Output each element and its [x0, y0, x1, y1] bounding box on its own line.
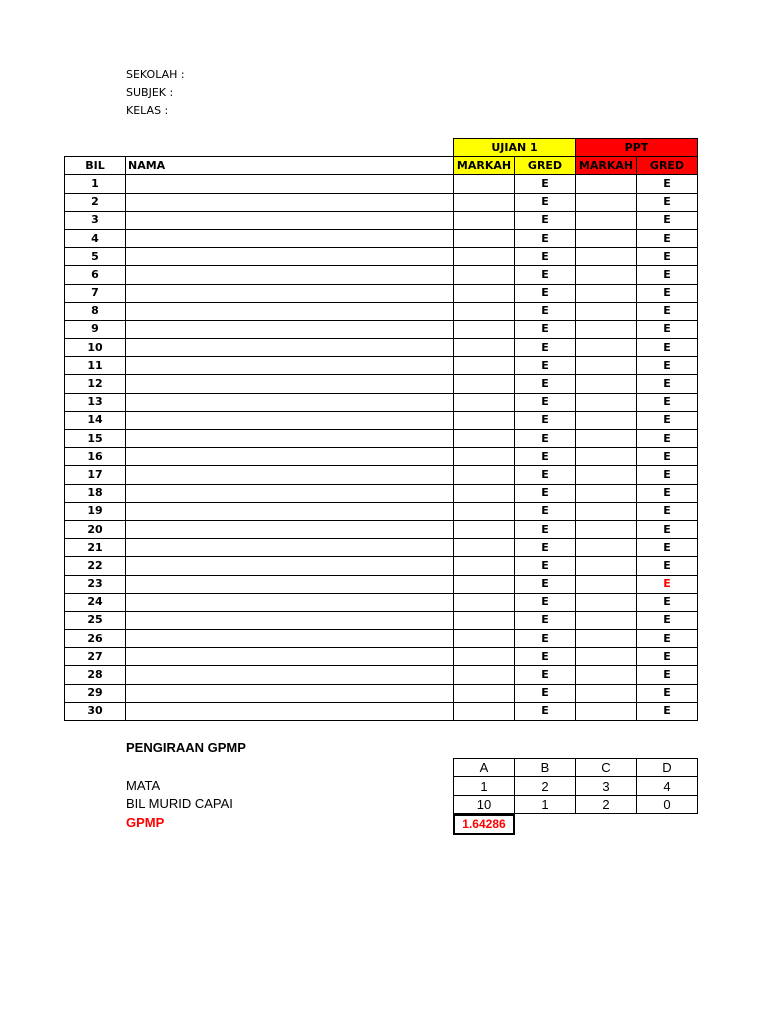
table-row [65, 375, 698, 393]
nama-cell[interactable] [126, 648, 454, 666]
nama-cell[interactable] [126, 702, 454, 720]
bil-cell: 1 [65, 175, 126, 193]
nama-cell[interactable] [126, 448, 454, 466]
bil-cell: 22 [65, 557, 126, 575]
ujian-markah-cell[interactable] [454, 648, 515, 666]
subjek-label: SUBJEK : [126, 86, 174, 99]
bil-murid-cell: 0 [637, 795, 698, 813]
ujian-markah-cell[interactable] [454, 393, 515, 411]
ujian-gred-cell: E [515, 502, 576, 520]
bil-cell: 3 [65, 211, 126, 229]
nama-cell[interactable] [126, 193, 454, 211]
ppt-gred-cell: E [637, 666, 698, 684]
ppt-markah-cell[interactable] [576, 648, 637, 666]
nama-cell[interactable] [126, 411, 454, 429]
ujian-gred-cell: E [515, 229, 576, 247]
ppt-markah-cell[interactable] [576, 393, 637, 411]
ppt-markah-cell[interactable] [576, 357, 637, 375]
nama-cell[interactable] [126, 684, 454, 702]
grade-cell: B [515, 759, 576, 777]
nama-cell[interactable] [126, 611, 454, 629]
gpmp-label: GPMP [126, 815, 165, 830]
ppt-gred-cell: E [637, 611, 698, 629]
bil-cell: 24 [65, 593, 126, 611]
ppt-markah-cell[interactable] [576, 539, 637, 557]
table-row [65, 484, 698, 502]
table-row [65, 648, 698, 666]
column-header-row [65, 157, 698, 175]
table-row [65, 320, 698, 338]
marks-table [64, 138, 698, 721]
bil-cell: 7 [65, 284, 126, 302]
bil-cell: 2 [65, 193, 126, 211]
mata-label: MATA [126, 778, 161, 793]
ppt-markah-cell[interactable] [576, 375, 637, 393]
grade-cell: C [576, 759, 637, 777]
ujian-markah-cell[interactable] [454, 302, 515, 320]
ppt-markah-cell[interactable] [576, 684, 637, 702]
ujian-gred-cell: E [515, 557, 576, 575]
ujian-gred-cell: E [515, 211, 576, 229]
ppt-gred-cell: E [637, 430, 698, 448]
table-row [65, 630, 698, 648]
table-row [65, 211, 698, 229]
gpmp-value: 1.64286 [453, 814, 515, 835]
ppt-markah-cell[interactable] [576, 557, 637, 575]
ppt-markah-cell[interactable] [576, 666, 637, 684]
sekolah-label: SEKOLAH : [126, 68, 185, 81]
nama-cell[interactable] [126, 666, 454, 684]
ppt-gred-cell: E [637, 520, 698, 538]
ujian-markah-cell[interactable] [454, 211, 515, 229]
ujian-gred-cell: E [515, 266, 576, 284]
ppt-gred-cell: E [637, 375, 698, 393]
ujian-markah-cell[interactable] [454, 411, 515, 429]
ujian-markah-cell[interactable] [454, 175, 515, 193]
ujian-gred-cell: E [515, 702, 576, 720]
bil-cell: 14 [65, 411, 126, 429]
table-row [65, 229, 698, 247]
ujian-gred-cell: E [515, 393, 576, 411]
ppt-gred-header: GRED [637, 157, 698, 175]
mata-cell: 1 [454, 777, 515, 795]
table-row [65, 539, 698, 557]
ppt-markah-cell[interactable] [576, 630, 637, 648]
nama-cell[interactable] [126, 539, 454, 557]
ppt-gred-cell: E [637, 502, 698, 520]
ujian-markah-cell[interactable] [454, 284, 515, 302]
ujian-gred-cell: E [515, 648, 576, 666]
ujian-markah-cell[interactable] [454, 193, 515, 211]
bil-cell: 12 [65, 375, 126, 393]
ujian-markah-cell[interactable] [454, 502, 515, 520]
ppt-gred-cell: E [637, 248, 698, 266]
ujian-markah-cell[interactable] [454, 520, 515, 538]
bil-cell: 28 [65, 666, 126, 684]
blank-cell [126, 139, 454, 157]
bil-cell: 11 [65, 357, 126, 375]
bil-cell: 26 [65, 630, 126, 648]
ppt-markah-cell[interactable] [576, 284, 637, 302]
ujian-markah-cell[interactable] [454, 575, 515, 593]
ujian-gred-cell: E [515, 630, 576, 648]
ujian-markah-cell[interactable] [454, 702, 515, 720]
ppt-markah-cell[interactable] [576, 266, 637, 284]
bil-cell: 23 [65, 575, 126, 593]
ujian-gred-cell: E [515, 520, 576, 538]
bil-cell: 18 [65, 484, 126, 502]
nama-cell[interactable] [126, 484, 454, 502]
ppt-gred-cell: E [637, 393, 698, 411]
bil-cell: 9 [65, 320, 126, 338]
nama-cell[interactable] [126, 357, 454, 375]
bil-cell: 15 [65, 430, 126, 448]
bil-murid-cell: 2 [576, 795, 637, 813]
ppt-markah-cell[interactable] [576, 248, 637, 266]
ujian-markah-cell[interactable] [454, 229, 515, 247]
bil-cell: 25 [65, 611, 126, 629]
ppt-markah-cell[interactable] [576, 575, 637, 593]
ppt-gred-cell: E [637, 648, 698, 666]
ujian-markah-cell[interactable] [454, 539, 515, 557]
ppt-gred-cell: E [637, 266, 698, 284]
ppt-markah-cell[interactable] [576, 193, 637, 211]
ppt-markah-cell[interactable] [576, 484, 637, 502]
ujian-gred-cell: E [515, 575, 576, 593]
table-row [65, 557, 698, 575]
ppt-gred-cell: E [637, 684, 698, 702]
table-row [65, 466, 698, 484]
nama-cell[interactable] [126, 593, 454, 611]
ppt-gred-cell: E [637, 484, 698, 502]
ppt-gred-cell: E [637, 575, 698, 593]
ppt-gred-cell: E [637, 702, 698, 720]
ppt-markah-cell[interactable] [576, 339, 637, 357]
nama-cell[interactable] [126, 630, 454, 648]
table-row [65, 266, 698, 284]
table-row [65, 357, 698, 375]
table-row [65, 393, 698, 411]
ujian-gred-cell: E [515, 339, 576, 357]
ujian-gred-cell: E [515, 411, 576, 429]
table-row [65, 684, 698, 702]
ppt-gred-cell: E [637, 411, 698, 429]
gpmp-table [453, 758, 698, 814]
bil-cell: 30 [65, 702, 126, 720]
table-row [65, 611, 698, 629]
ujian-markah-cell[interactable] [454, 448, 515, 466]
table-row [65, 448, 698, 466]
ujian-markah-cell[interactable] [454, 611, 515, 629]
ppt-gred-cell: E [637, 448, 698, 466]
grade-cell: A [454, 759, 515, 777]
ujian-markah-cell[interactable] [454, 593, 515, 611]
table-row [65, 520, 698, 538]
grade-row [454, 759, 698, 777]
nama-cell[interactable] [126, 502, 454, 520]
nama-cell[interactable] [126, 375, 454, 393]
table-row [65, 175, 698, 193]
bil-cell: 4 [65, 229, 126, 247]
nama-cell[interactable] [126, 466, 454, 484]
table-row [65, 284, 698, 302]
ujian-markah-cell[interactable] [454, 375, 515, 393]
bil-murid-cell: 1 [515, 795, 576, 813]
bil-cell: 19 [65, 502, 126, 520]
bil-cell: 10 [65, 339, 126, 357]
nama-cell[interactable] [126, 430, 454, 448]
ppt-markah-cell[interactable] [576, 411, 637, 429]
ujian-markah-cell[interactable] [454, 248, 515, 266]
ujian-gred-cell: E [515, 466, 576, 484]
bil-murid-row [454, 795, 698, 813]
ujian-gred-cell: E [515, 611, 576, 629]
ppt-markah-cell[interactable] [576, 593, 637, 611]
nama-header: NAMA [126, 157, 454, 175]
nama-cell[interactable] [126, 175, 454, 193]
ppt-markah-cell[interactable] [576, 175, 637, 193]
ppt-gred-cell: E [637, 175, 698, 193]
ujian-markah-cell[interactable] [454, 630, 515, 648]
ujian-gred-cell: E [515, 175, 576, 193]
ppt-gred-cell: E [637, 339, 698, 357]
nama-cell[interactable] [126, 248, 454, 266]
ppt-gred-cell: E [637, 539, 698, 557]
ppt-gred-cell: E [637, 593, 698, 611]
mata-cell: 3 [576, 777, 637, 795]
bil-cell: 29 [65, 684, 126, 702]
ppt-markah-cell[interactable] [576, 229, 637, 247]
table-row [65, 302, 698, 320]
ppt-gred-cell: E [637, 193, 698, 211]
table-row [65, 666, 698, 684]
mata-cell: 4 [637, 777, 698, 795]
ppt-markah-header: MARKAH [576, 157, 637, 175]
ujian-markah-cell[interactable] [454, 484, 515, 502]
ujian-gred-cell: E [515, 248, 576, 266]
table-row [65, 502, 698, 520]
mata-row [454, 777, 698, 795]
bil-cell: 6 [65, 266, 126, 284]
bil-cell: 5 [65, 248, 126, 266]
table-row [65, 248, 698, 266]
ppt-markah-cell[interactable] [576, 302, 637, 320]
nama-cell[interactable] [126, 229, 454, 247]
kelas-label: KELAS : [126, 104, 169, 117]
table-row [65, 593, 698, 611]
ppt-markah-cell[interactable] [576, 520, 637, 538]
ppt-gred-cell: E [637, 320, 698, 338]
table-row [65, 411, 698, 429]
table-row [65, 339, 698, 357]
bil-cell: 8 [65, 302, 126, 320]
ujian-markah-cell[interactable] [454, 320, 515, 338]
table-row [65, 193, 698, 211]
ujian-gred-cell: E [515, 593, 576, 611]
ujian-gred-cell: E [515, 666, 576, 684]
table-row [65, 575, 698, 593]
blank-cell [65, 139, 126, 157]
nama-cell[interactable] [126, 284, 454, 302]
nama-cell[interactable] [126, 320, 454, 338]
ppt-markah-cell[interactable] [576, 702, 637, 720]
ppt-markah-cell[interactable] [576, 611, 637, 629]
nama-cell[interactable] [126, 339, 454, 357]
nama-cell[interactable] [126, 557, 454, 575]
bil-cell: 20 [65, 520, 126, 538]
ujian-gred-cell: E [515, 320, 576, 338]
bil-murid-label: BIL MURID CAPAI [126, 796, 233, 811]
ppt-gred-cell: E [637, 357, 698, 375]
ujian-gred-cell: E [515, 484, 576, 502]
bil-cell: 16 [65, 448, 126, 466]
ppt-markah-cell[interactable] [576, 320, 637, 338]
ujian-gred-cell: E [515, 357, 576, 375]
ujian-gred-cell: E [515, 375, 576, 393]
ujian-gred-cell: E [515, 448, 576, 466]
ujian-gred-cell: E [515, 284, 576, 302]
ujian-gred-cell: E [515, 539, 576, 557]
bil-cell: 13 [65, 393, 126, 411]
bil-header: BIL [65, 157, 126, 175]
nama-cell[interactable] [126, 302, 454, 320]
ujian-markah-header: MARKAH [454, 157, 515, 175]
ppt-group-header: PPT [576, 139, 698, 157]
ujian-markah-cell[interactable] [454, 357, 515, 375]
ppt-gred-cell: E [637, 302, 698, 320]
ppt-gred-cell: E [637, 630, 698, 648]
ppt-gred-cell: E [637, 229, 698, 247]
table-row [65, 430, 698, 448]
ppt-gred-cell: E [637, 211, 698, 229]
gpmp-title: PENGIRAAN GPMP [126, 740, 246, 755]
nama-cell[interactable] [126, 575, 454, 593]
mata-cell: 2 [515, 777, 576, 795]
nama-cell[interactable] [126, 393, 454, 411]
ujian-gred-header: GRED [515, 157, 576, 175]
grade-cell: D [637, 759, 698, 777]
ppt-markah-cell[interactable] [576, 211, 637, 229]
table-body [65, 175, 698, 721]
ppt-markah-cell[interactable] [576, 448, 637, 466]
ppt-gred-cell: E [637, 466, 698, 484]
table-row [65, 702, 698, 720]
nama-cell[interactable] [126, 520, 454, 538]
ppt-gred-cell: E [637, 557, 698, 575]
nama-cell[interactable] [126, 211, 454, 229]
ujian-markah-cell[interactable] [454, 266, 515, 284]
ujian-markah-cell[interactable] [454, 557, 515, 575]
ujian-gred-cell: E [515, 193, 576, 211]
ujian-markah-cell[interactable] [454, 430, 515, 448]
bil-murid-cell: 10 [454, 795, 515, 813]
ujian-gred-cell: E [515, 684, 576, 702]
bil-cell: 27 [65, 648, 126, 666]
ppt-markah-cell[interactable] [576, 430, 637, 448]
group-header-row [65, 139, 698, 157]
ujian-markah-cell[interactable] [454, 666, 515, 684]
ujian-markah-cell[interactable] [454, 684, 515, 702]
nama-cell[interactable] [126, 266, 454, 284]
ujian-gred-cell: E [515, 302, 576, 320]
ppt-markah-cell[interactable] [576, 502, 637, 520]
bil-cell: 17 [65, 466, 126, 484]
ppt-markah-cell[interactable] [576, 466, 637, 484]
ppt-gred-cell: E [637, 284, 698, 302]
ujian-markah-cell[interactable] [454, 339, 515, 357]
bil-cell: 21 [65, 539, 126, 557]
ujian-gred-cell: E [515, 430, 576, 448]
ujian-group-header: UJIAN 1 [454, 139, 576, 157]
ujian-markah-cell[interactable] [454, 466, 515, 484]
